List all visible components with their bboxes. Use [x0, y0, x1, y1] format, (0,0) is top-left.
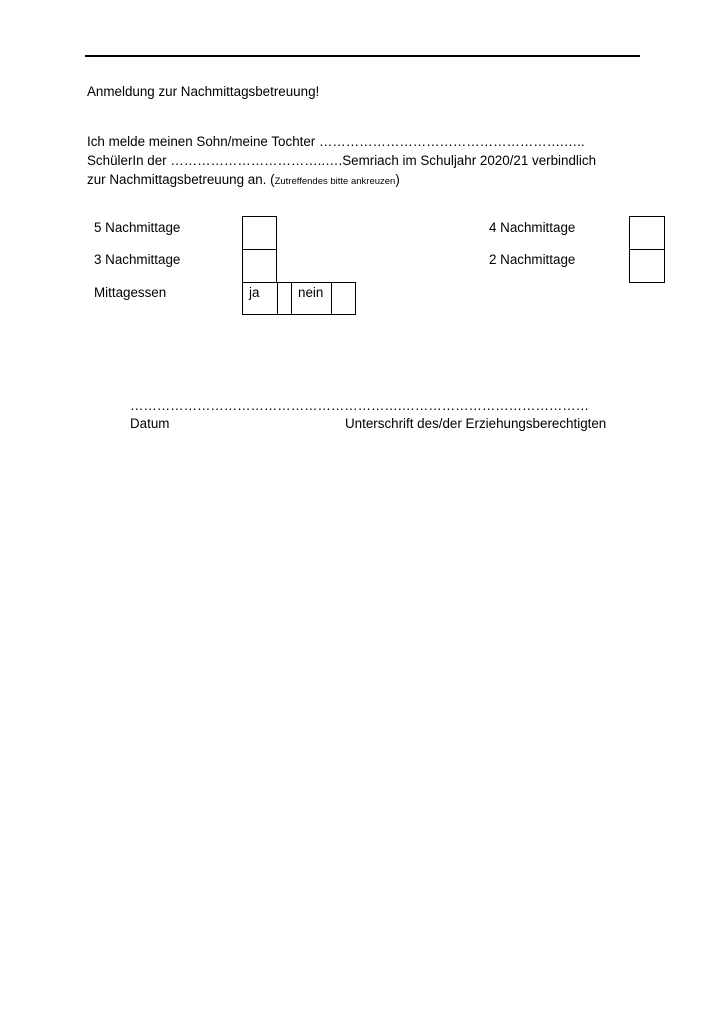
lunch-yes-label: ja — [249, 285, 260, 300]
option-label-2-afternoons: 2 Nachmittage — [489, 252, 576, 267]
checkbox-5-afternoons[interactable] — [242, 216, 277, 250]
lunch-no-label: nein — [298, 285, 324, 300]
instruction-note: Zutreffendes bitte ankreuzen — [274, 176, 396, 187]
option-label-5-afternoons: 5 Nachmittage — [94, 220, 181, 235]
checkbox-lunch-no[interactable] — [331, 282, 356, 315]
intro-line-3-close: ) — [395, 172, 400, 187]
form-title: Anmeldung zur Nachmittagsbetreuung! — [87, 84, 320, 99]
intro-line-2: SchülerIn der ……………………………..….Semriach im Schuljahr 2020/21 verbindlich — [87, 153, 597, 168]
option-label-3-afternoons: 3 Nachmittage — [94, 252, 181, 267]
intro-line-1: Ich melde meinen Sohn/meine Tochter ……………………………………………….….. — [87, 134, 585, 149]
signature-dotted-line: …………………………………………………….…………………………………… — [130, 398, 590, 413]
intro-line-3-text: zur Nachmittagsbetreuung an. ( — [87, 172, 275, 187]
signature-label: Unterschrift des/der Erziehungsberechtigten — [345, 416, 607, 431]
checkbox-lunch-yes[interactable] — [277, 282, 292, 315]
checkbox-2-afternoons[interactable] — [629, 249, 665, 283]
header-rule — [85, 55, 640, 57]
option-label-4-afternoons: 4 Nachmittage — [489, 220, 576, 235]
checkbox-4-afternoons[interactable] — [629, 216, 665, 250]
lunch-no-cell — [291, 282, 332, 315]
date-label: Datum — [130, 416, 170, 431]
checkbox-3-afternoons[interactable] — [242, 249, 277, 283]
option-label-lunch: Mittagessen — [94, 285, 167, 300]
intro-line-3 — [87, 172, 400, 190]
